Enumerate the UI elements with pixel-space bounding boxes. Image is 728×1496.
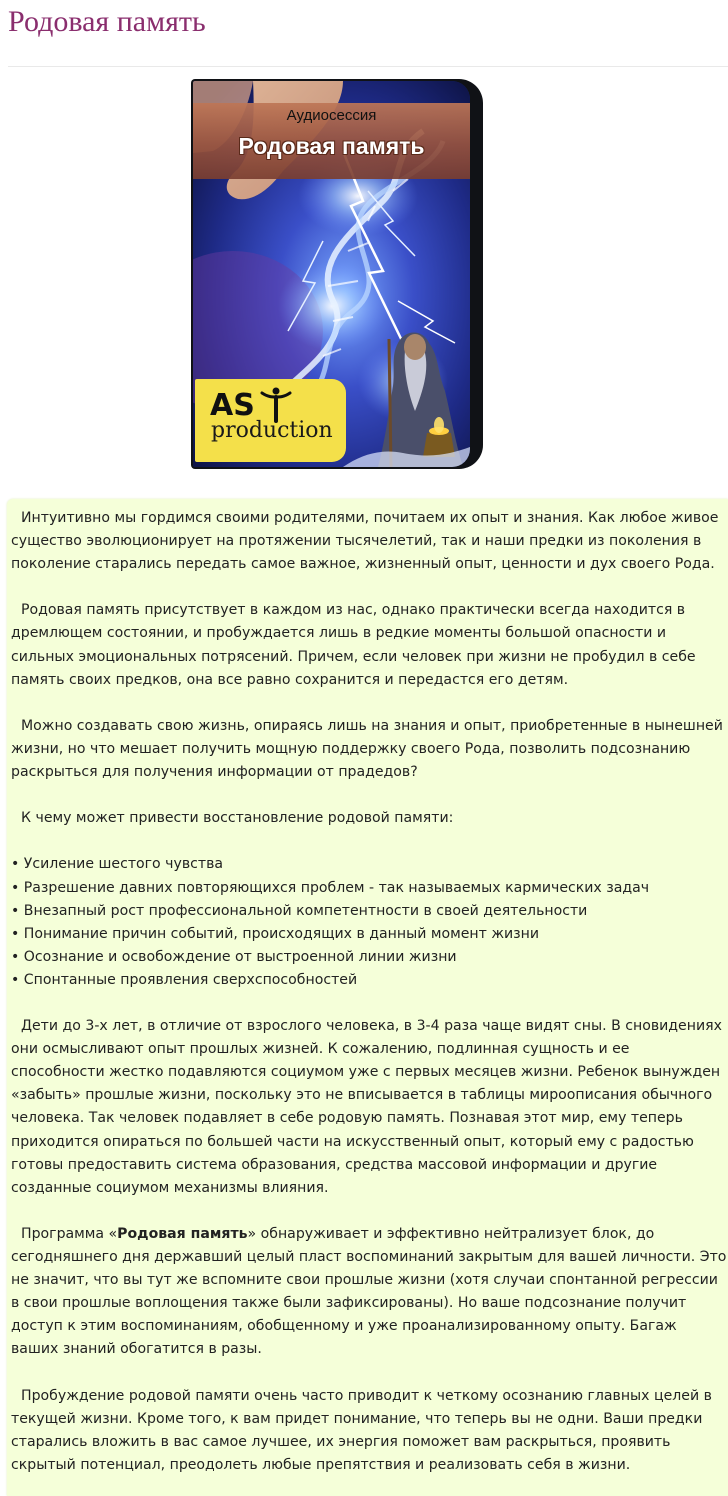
logo-text: production: [211, 418, 333, 443]
title-divider: [8, 66, 728, 67]
paragraph-support: Можно создавать свою жизнь, опираясь лишь на знания и опыт, приобретенные в нынешней жизни, но что мешает получить мощную поддержку своего Рода, позволить подсознанию раскрыться для получения информации от прадедов?: [11, 717, 723, 781]
list-item: • Понимание причин событий, происходящих в данный момент жизни: [11, 923, 727, 946]
paragraph-ancestral-memory: Родовая память присутствует в каждом из нас, однако практически всегда находится в дремлющем состоянии, и пробуждается лишь в редкие моменты большой опасности и сильных эмоциональных потрясений. Причем, если человек при жизни не пробудил в себе память своих предков, она все равно сохранится и передастся его детям.: [11, 602, 696, 688]
benefits-list: [11, 853, 727, 992]
program-text-before: Программа «: [21, 1225, 118, 1242]
paragraph-program: [11, 1223, 727, 1362]
cover-title: Родовая память: [238, 133, 425, 159]
list-item: • Усиление шестого чувства: [11, 853, 727, 876]
cover-subtitle: Аудиосессия: [286, 107, 377, 124]
article-text: [11, 507, 727, 1496]
list-item: • Спонтанные проявления сверхспособностей: [11, 969, 727, 992]
paragraph-intro: Интуитивно мы гордимся своими родителями, почитаем их опыт и знания. Как любое живое существо эволюционирует на протяжении тысячелетий, так и наши предки из поколения в поколение старались передать самое важное, жизненный опыт, ценности и дух своего Рода.: [11, 510, 719, 573]
paragraph-list-intro: К чему может привести восстановление родовой памяти:: [21, 810, 454, 827]
article-body: [7, 499, 728, 1496]
list-item: • Разрешение давних повторяющихся проблем - так называемых кармических задач: [11, 877, 727, 900]
list-item: • Внезапный рост профессиональной компетентности в своей деятельности: [11, 900, 727, 923]
cover-box-front: [193, 81, 470, 467]
logo-mark-text: AS: [210, 388, 255, 423]
program-name: Родовая память: [117, 1225, 248, 1242]
list-item: • Осознание и освобождение от выстроенной линии жизни: [11, 946, 727, 969]
paragraph-awakening: Пробуждение родовой памяти очень часто приводит к четкому осознанию главных целей в текущей жизни. Кроме того, к вам придет понимание, что теперь вы не одни. Ваши предки старались вложить в вас самое лучшее, их энергия поможет вам раскрыться, проявить скрытый потенциал, преодолеть любые препятствия и реализовать себя в жизни.: [11, 1387, 712, 1473]
paragraph-children: Дети до 3-х лет, в отличие от взрослого человека, в 3-4 раза чаще видят сны. В сновидениях они осмысливают опыт прошлых жизней. К сожалению, подлинная сущность и ее способности жестко подавляются социумом уже с первых месяцев жизни. Ребенок вынужден «забыть» прошлые жизни, поскольку это не вписывается в таблицы мироописания обычного человека. Так человек подавляет в себе родовую память. Познавая этот мир, ему теперь приходится опираться по большей части на искусственный опыт, который ему с радостью готовы предоставить система образования, средства массовой информации и другие созданные социумом механизмы влияния.: [11, 1018, 722, 1196]
program-text-after: » обнаруживает и эффективно нейтрализует блок, до сегодняшнего дня державший целый пласт воспоминаний закрытым для вашей личности. Это не значит, что вы тут же вспомните свои прошлые жизни (хотя случаи спонтанной регрессии в свои прошлые воплощения также были зафиксированы). Но ваше подсознание получит доступ к этим воспоминаниям, обобщенному и уже проанализированному опыту. Багаж ваших знаний обогатится в разы.: [11, 1225, 727, 1358]
product-cover: [191, 79, 483, 469]
publisher-logo: [195, 379, 346, 462]
page-title: Родовая память: [8, 5, 206, 38]
